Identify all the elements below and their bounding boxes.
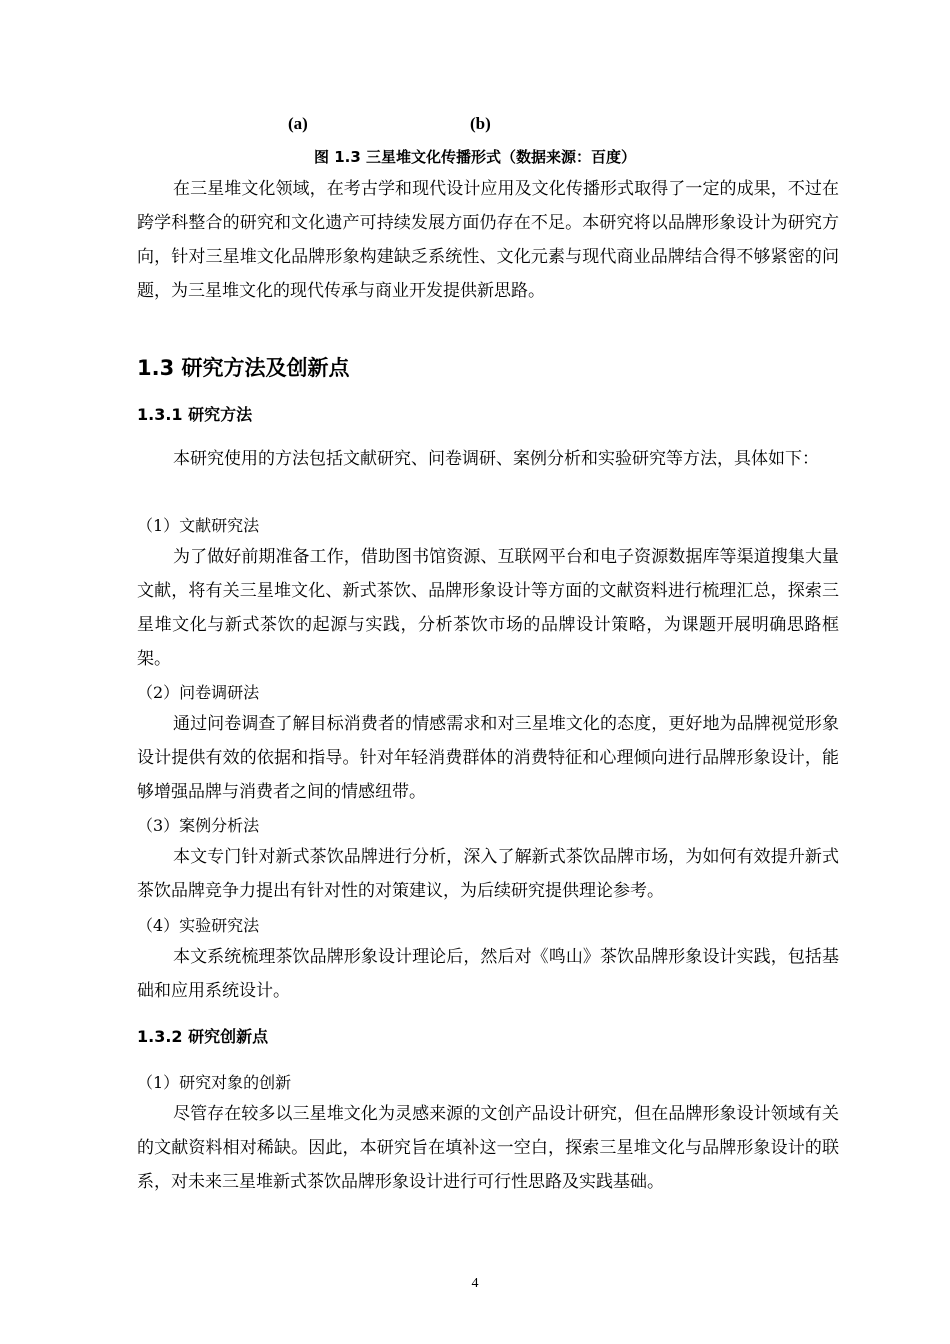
method-text-case-analysis: 本文专门针对新式茶饮品牌进行分析，深入了解新式茶饮品牌市场，为如何有效提升新式茶饮品牌竞争力提出有针对性的对策建议，为后续研究提供理论参考。 [137, 847, 839, 901]
methods-intro-paragraph: 本研究使用的方法包括文献研究、问卷调研、案例分析和实验研究等方法，具体如下： [173, 449, 819, 469]
method-label-questionnaire: （2）问卷调研法 [137, 683, 260, 702]
figure-label-b: (b) [470, 114, 491, 133]
page-number: 4 [471, 1276, 479, 1291]
method-text-questionnaire: 通过问卷调查了解目标消费者的情感需求和对三星堆文化的态度，更好地为品牌视觉形象设计提供有效的依据和指导。针对年轻消费群体的消费特征和心理倾向进行品牌形象设计，能够增强品牌与消费者之间的情感纽带。 [137, 714, 839, 802]
innovation-label-research-object: （1）研究对象的创新 [137, 1073, 292, 1092]
method-label-literature: （1）文献研究法 [137, 516, 260, 535]
figure-label-a: (a) [288, 114, 308, 133]
method-text-experimental: 本文系统梳理茶饮品牌形象设计理论后，然后对《鸣山》茶饮品牌形象设计实践，包括基础和应用系统设计。 [137, 947, 839, 1001]
figure-sublabels [0, 114, 950, 138]
subsection-heading-1-3-1: 1.3.1 研究方法 [137, 405, 253, 424]
figure-caption: 图 1.3 三星堆文化传播形式（数据来源：百度） [313, 148, 637, 166]
innovation-text-research-object: 尽管存在较多以三星堆文化为灵感来源的文创产品设计研究，但在品牌形象设计领域有关的文献资料相对稀缺。因此，本研究旨在填补这一空白，探索三星堆文化与品牌形象设计的联系，对未来三星堆新式茶饮品牌形象设计进行可行性思路及实践基础。 [137, 1104, 839, 1192]
subsection-heading-1-3-2: 1.3.2 研究创新点 [137, 1027, 269, 1046]
method-text-literature: 为了做好前期准备工作，借助图书馆资源、互联网平台和电子资源数据库等渠道搜集大量文献，将有关三星堆文化、新式茶饮、品牌形象设计等方面的文献资料进行梳理汇总，探索三星堆文化与新式茶饮的起源与实践，分析茶饮市场的品牌设计策略，为课题开展明确思路框架。 [137, 547, 839, 669]
method-label-case-analysis: （3）案例分析法 [137, 816, 260, 835]
section-heading-1-3: 1.3 研究方法及创新点 [137, 356, 350, 380]
method-label-experimental: （4）实验研究法 [137, 916, 260, 935]
intro-paragraph: 在三星堆文化领域，在考古学和现代设计应用及文化传播形式取得了一定的成果，不过在跨学科整合的研究和文化遗产可持续发展方面仍存在不足。本研究将以品牌形象设计为研究方向，针对三星堆文化品牌形象构建缺乏系统性、文化元素与现代商业品牌结合得不够紧密的问题，为三星堆文化的现代传承与商业开发提供新思路。 [137, 179, 839, 301]
